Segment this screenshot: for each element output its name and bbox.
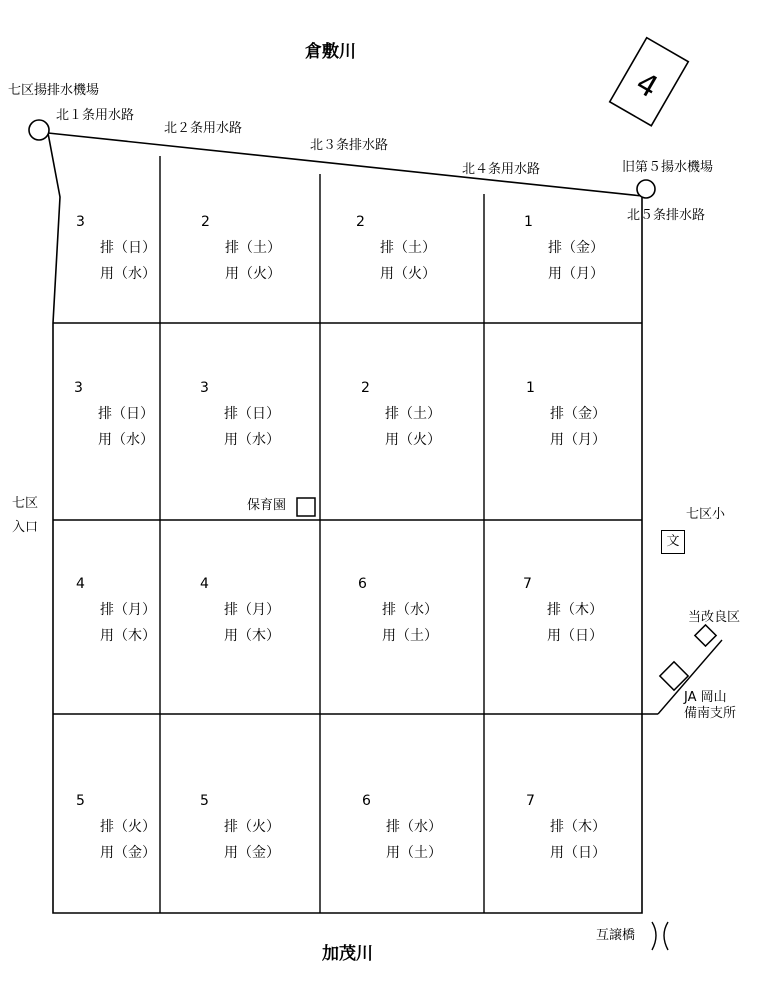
block-3-3	[358, 571, 438, 649]
supply-day: 用（土）	[382, 628, 438, 644]
block-2-4	[526, 375, 606, 453]
supply-day: 用（木）	[100, 628, 156, 644]
bridge-symbol-right	[664, 922, 668, 950]
block-number: 2	[201, 214, 210, 230]
supply-day: 用（火）	[380, 266, 436, 282]
drain-day: 排（木）	[547, 602, 603, 618]
drain-day: 排（土）	[385, 406, 441, 422]
drain-day: 排（火）	[100, 819, 156, 835]
block-number: 3	[76, 214, 85, 230]
block-number: 4	[200, 576, 209, 592]
supply-day: 用（月）	[550, 432, 606, 448]
drain-day: 排（月）	[224, 602, 280, 618]
river-south: 加茂川	[322, 944, 373, 964]
block-number: 5	[200, 793, 209, 809]
entrance-label-line1: 七区	[12, 496, 39, 511]
school-label: 七区小	[686, 507, 726, 522]
block-number: 4	[76, 576, 85, 592]
pump-nw-label: 七区揚排水機場	[8, 83, 100, 98]
block-1-2	[201, 209, 281, 287]
pump-station-nw	[29, 120, 49, 140]
drain-day: 排（日）	[224, 406, 280, 422]
block-3-1	[76, 571, 156, 649]
block-3-4	[523, 571, 603, 649]
supply-day: 用（土）	[386, 845, 442, 861]
block-4-3	[362, 788, 442, 866]
drain-day: 排（水）	[386, 819, 442, 835]
supply-day: 用（金）	[224, 845, 280, 861]
channel-n3: 北３条排水路	[310, 138, 389, 153]
ja-label-line1: JA 岡山	[684, 690, 727, 705]
entrance-label-line2: 入口	[12, 520, 39, 535]
drain-day: 排（水）	[382, 602, 438, 618]
river-north: 倉敷川	[305, 42, 356, 62]
drain-day: 排（火）	[224, 819, 280, 835]
drain-day: 排（日）	[100, 240, 156, 256]
supply-day: 用（水）	[98, 432, 154, 448]
drain-day: 排（木）	[550, 819, 606, 835]
block-1-1	[76, 209, 156, 287]
ja-building	[660, 662, 688, 690]
school-icon: 文	[661, 530, 685, 554]
supply-day: 用（日）	[547, 628, 603, 644]
supply-day: 用（金）	[100, 845, 156, 861]
supply-day: 用（日）	[550, 845, 606, 861]
supply-day: 用（火）	[225, 266, 281, 282]
bridge-symbol-left	[652, 922, 656, 950]
drain-day: 排（月）	[100, 602, 156, 618]
block-1-3	[356, 209, 436, 287]
block-number: 7	[523, 576, 532, 592]
north-arrow-symbol: 4	[629, 65, 664, 106]
block-number: 7	[526, 793, 535, 809]
block-3-2	[200, 571, 280, 649]
supply-day: 用（月）	[548, 266, 604, 282]
block-number: 1	[526, 380, 535, 396]
pump-ne-label: 旧第５揚水機場	[622, 160, 714, 175]
block-number: 5	[76, 793, 85, 809]
channel-n5: 北５条排水路	[627, 208, 706, 223]
pump-station-ne	[637, 180, 655, 198]
drain-day: 排（土）	[225, 240, 281, 256]
drain-day: 排（土）	[380, 240, 436, 256]
block-number: 3	[74, 380, 83, 396]
supply-day: 用（火）	[385, 432, 441, 448]
nursery-label: 保育園	[247, 498, 287, 513]
drain-day: 排（金）	[550, 406, 606, 422]
block-4-1	[76, 788, 156, 866]
north-arrow	[610, 38, 689, 126]
block-4-4	[526, 788, 606, 866]
supply-day: 用（水）	[100, 266, 156, 282]
block-2-2	[200, 375, 280, 453]
ja-label-line2: 備南支所	[684, 706, 737, 721]
drain-day: 排（日）	[98, 406, 154, 422]
block-2-1	[74, 375, 154, 453]
nursery-building	[297, 498, 315, 516]
kairyoku-building	[695, 625, 716, 646]
kairyoku-label: 当改良区	[688, 610, 741, 625]
supply-day: 用（水）	[224, 432, 280, 448]
block-2-3	[361, 375, 441, 453]
channel-n1: 北１条用水路	[56, 108, 135, 123]
supply-day: 用（木）	[224, 628, 280, 644]
channel-n4: 北４条用水路	[462, 162, 541, 177]
block-number: 6	[358, 576, 367, 592]
drain-day: 排（金）	[548, 240, 604, 256]
block-1-4	[524, 209, 604, 287]
block-number: 6	[362, 793, 371, 809]
channel-n2: 北２条用水路	[164, 121, 243, 136]
block-number: 1	[524, 214, 533, 230]
block-number: 2	[356, 214, 365, 230]
bridge-label: 互譲橋	[596, 928, 636, 943]
block-number: 2	[361, 380, 370, 396]
block-number: 3	[200, 380, 209, 396]
block-4-2	[200, 788, 280, 866]
